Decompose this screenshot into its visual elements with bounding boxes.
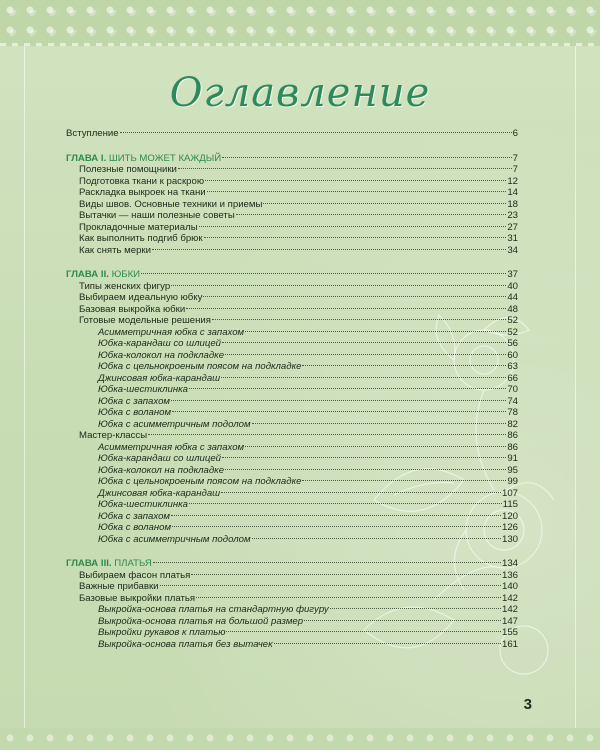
toc-row — [66, 593, 518, 605]
toc-page-number: 140 — [501, 581, 518, 592]
toc-row — [66, 488, 518, 500]
dot-leader — [171, 400, 506, 401]
toc-row — [66, 292, 518, 304]
toc-entry-title: Юбка-колокол на подкладке — [98, 464, 225, 476]
toc-entry-title: Юбка-карандаш со шлицей — [98, 453, 222, 464]
toc-page-number: 52 — [507, 326, 518, 338]
table-of-contents — [66, 128, 518, 650]
dot-leader — [304, 620, 501, 621]
toc-entry-title: Выкройка-основа платья на стандартную фигуру — [98, 604, 329, 615]
toc-entry-title — [66, 558, 152, 570]
dot-leader — [274, 643, 501, 644]
dot-leader — [196, 597, 501, 598]
toc-page-number: 134 — [501, 558, 518, 569]
toc-row — [66, 304, 518, 316]
toc-entry-title: Юбка с воланом — [98, 522, 172, 533]
dot-leader — [245, 331, 506, 332]
toc-page-number: 99 — [507, 476, 518, 487]
dot-leader — [222, 342, 506, 343]
dot-leader — [252, 423, 507, 424]
toc-row — [66, 465, 518, 477]
toc-page-number: 130 — [501, 533, 518, 545]
toc-page-number: 91 — [507, 453, 518, 464]
dot-leader — [225, 354, 506, 355]
toc-entry-title: Как выполнить подгиб брюк — [79, 233, 203, 244]
toc-page-number: 37 — [507, 269, 518, 280]
toc-page-number: 52 — [507, 315, 518, 326]
toc-page-number: 142 — [501, 604, 518, 615]
chapter-number: ГЛАВА I. — [66, 152, 107, 164]
toc-row — [66, 511, 518, 523]
toc-page-number: 147 — [501, 615, 518, 627]
dot-leader — [141, 273, 506, 274]
toc-page-number: 70 — [507, 384, 518, 395]
dot-leader — [222, 457, 506, 458]
dot-leader — [120, 132, 512, 133]
toc-chapter-row — [66, 153, 518, 165]
toc-entry-title: Мастер-классы — [79, 430, 148, 441]
border-line-right — [575, 46, 576, 728]
dot-leader — [203, 296, 506, 297]
toc-row — [66, 522, 518, 534]
toc-entry-title: Прокладочные материалы — [79, 221, 198, 233]
toc-page-number: 48 — [507, 303, 518, 315]
toc-entry-title: Джинсовая юбка-карандаш — [98, 372, 221, 384]
dot-leader — [245, 446, 506, 447]
toc-page-number: 155 — [501, 627, 518, 638]
chapter-title: ШИТЬ МОЖЕТ КАЖДЫЙ — [108, 152, 222, 164]
border-line-left — [24, 46, 25, 728]
dot-leader — [171, 285, 506, 286]
toc-row — [66, 627, 518, 639]
toc-page-number: 161 — [501, 638, 518, 650]
toc-chapter-row — [66, 558, 518, 570]
toc-entry-title: Джинсовая юбка-карандаш — [98, 487, 221, 499]
toc-row — [66, 534, 518, 546]
toc-row — [66, 281, 518, 293]
toc-page-number: 23 — [507, 210, 518, 221]
dot-leader — [302, 480, 506, 481]
toc-page-number: 60 — [507, 349, 518, 361]
toc-entry-title: Выкройки рукавов к платью — [98, 627, 226, 638]
dot-leader — [189, 503, 502, 504]
toc-row — [66, 373, 518, 385]
toc-row — [66, 233, 518, 245]
toc-entry-title: Виды швов. Основные техники и приемы — [79, 198, 263, 210]
dot-leader — [172, 526, 501, 527]
toc-entry-title: Выбираем фасон платья — [79, 569, 191, 581]
toc-entry-title: Юбка-шестиклинка — [98, 384, 189, 395]
page-number: 3 — [523, 696, 532, 713]
chapter-number: ГЛАВА III. — [66, 558, 112, 569]
toc-page-number: 107 — [501, 487, 518, 499]
toc-entry-title: Выкройка-основа платья без вытачек — [98, 638, 273, 650]
toc-page-number: 7 — [512, 152, 518, 164]
toc-row — [66, 407, 518, 419]
toc-page-number: 56 — [507, 338, 518, 349]
dot-leader — [302, 365, 506, 366]
toc-page-number: 142 — [501, 592, 518, 604]
dot-leader — [225, 469, 506, 470]
toc-row — [66, 476, 518, 488]
toc-entry-title: Важные прибавки — [79, 581, 159, 592]
dot-leader — [212, 319, 506, 320]
toc-row — [66, 570, 518, 582]
toc-row — [66, 327, 518, 339]
dot-leader — [226, 631, 501, 632]
toc-row — [66, 176, 518, 188]
toc-row — [66, 499, 518, 511]
toc-entry-title: Юбка с асимметричным подолом — [98, 418, 251, 430]
toc-entry-title: Юбка с запахом — [98, 395, 170, 407]
dot-leader — [199, 226, 507, 227]
toc-page-number: 136 — [501, 569, 518, 581]
toc-page-number: 115 — [502, 499, 518, 510]
toc-row — [66, 419, 518, 431]
dot-leader — [252, 538, 501, 539]
dot-leader — [171, 515, 501, 516]
toc-entry-title: Юбка с запахом — [98, 510, 170, 522]
lace-border-top — [0, 0, 600, 46]
dot-leader — [221, 377, 506, 378]
toc-row — [66, 210, 518, 222]
toc-page-number: 34 — [507, 244, 518, 256]
toc-entry-title: Базовая выкройка юбки — [79, 303, 186, 315]
toc-entry-title: Асимметричная юбка с запахом — [98, 441, 245, 453]
toc-page-number: 18 — [507, 198, 518, 210]
toc-entry-title — [66, 153, 221, 165]
toc-page-number: 126 — [501, 522, 518, 533]
toc-row — [66, 430, 518, 442]
toc-entry-title: Юбка с цельнокроеным поясом на подкладке — [98, 361, 302, 372]
toc-page-number: 27 — [507, 221, 518, 233]
toc-entry-title: Полезные помощники — [79, 164, 177, 175]
toc-row — [66, 453, 518, 465]
toc-page-number: 86 — [507, 430, 518, 441]
toc-entry-title: Асимметричная юбка с запахом — [98, 326, 245, 338]
dot-leader — [204, 237, 507, 238]
toc-row — [66, 187, 518, 199]
toc-entry-title: Юбка с воланом — [98, 407, 172, 418]
toc-entry-title: Как снять мерки — [79, 244, 151, 256]
toc-page-number: 74 — [507, 395, 518, 407]
toc-page-number: 66 — [507, 372, 518, 384]
toc-entry-title: Выкройка-основа платья на большой размер — [98, 615, 304, 627]
dot-leader — [186, 308, 506, 309]
toc-page-number: 40 — [507, 280, 518, 292]
dot-leader — [172, 411, 506, 412]
toc-entry-title: Юбка с цельнокроеным поясом на подкладке — [98, 476, 302, 487]
toc-entry-title: Выбираем идеальную юбку — [79, 292, 203, 303]
toc-row — [66, 604, 518, 616]
chapter-title: ПЛАТЬЯ — [114, 558, 152, 569]
toc-entry-title: Типы женских фигур — [79, 280, 171, 292]
dot-leader — [330, 608, 501, 609]
toc-page-number: 120 — [501, 510, 518, 522]
toc-page-number: 95 — [507, 464, 518, 476]
dot-leader — [207, 191, 507, 192]
dot-leader — [221, 492, 501, 493]
toc-entry-title: Базовые выкройки платья — [79, 592, 196, 604]
toc-page-number: 14 — [507, 187, 518, 198]
dot-leader — [263, 203, 506, 204]
toc-page-number: 44 — [507, 292, 518, 303]
dot-leader — [191, 574, 501, 575]
toc-row — [66, 128, 518, 140]
toc-page-number: 12 — [507, 175, 518, 187]
toc-entry-title: Раскладка выкроек на ткани — [79, 187, 206, 198]
chapter-number: ГЛАВА II. — [66, 269, 109, 280]
toc-row — [66, 338, 518, 350]
dot-leader — [236, 214, 507, 215]
toc-entry-title — [66, 269, 140, 281]
toc-row — [66, 616, 518, 628]
toc-row — [66, 164, 518, 176]
toc-row — [66, 581, 518, 593]
toc-entry-title: Готовые модельные решения — [79, 315, 211, 326]
toc-row — [66, 222, 518, 234]
toc-row — [66, 361, 518, 373]
toc-entry-title: Юбка-карандаш со шлицей — [98, 338, 222, 349]
toc-entry-title: Юбка-колокол на подкладке — [98, 349, 225, 361]
toc-entry-title: Вытачки — наши полезные советы — [79, 210, 235, 221]
toc-entry-title: Вступление — [66, 128, 119, 139]
toc-entry-title: Юбка с асимметричным подолом — [98, 533, 251, 545]
toc-page-number: 63 — [507, 361, 518, 372]
toc-page-number: 6 — [512, 128, 518, 139]
dot-leader — [148, 434, 506, 435]
lace-border-bottom — [0, 728, 600, 750]
dot-leader — [152, 249, 506, 250]
toc-page-number: 31 — [507, 233, 518, 244]
toc-row — [66, 245, 518, 257]
toc-row — [66, 350, 518, 362]
toc-row — [66, 315, 518, 327]
toc-page-number: 78 — [507, 407, 518, 418]
toc-row — [66, 199, 518, 211]
page-title: Оглавление — [169, 70, 431, 116]
dot-leader — [178, 168, 512, 169]
toc-chapter-row — [66, 269, 518, 281]
dot-leader — [189, 388, 506, 389]
toc-row — [66, 384, 518, 396]
dot-leader — [153, 562, 501, 563]
chapter-title: ЮБКИ — [111, 269, 141, 280]
toc-entry-title: Подготовка ткани к раскрою — [79, 175, 205, 187]
toc-row — [66, 639, 518, 651]
toc-page-number: 82 — [507, 418, 518, 430]
toc-page-number: 7 — [512, 164, 518, 175]
dot-leader — [205, 180, 506, 181]
toc-entry-title: Юбка-шестиклинка — [98, 499, 189, 510]
toc-page-number: 86 — [507, 441, 518, 453]
toc-row — [66, 442, 518, 454]
dot-leader — [160, 585, 501, 586]
toc-row — [66, 396, 518, 408]
dot-leader — [222, 157, 511, 158]
